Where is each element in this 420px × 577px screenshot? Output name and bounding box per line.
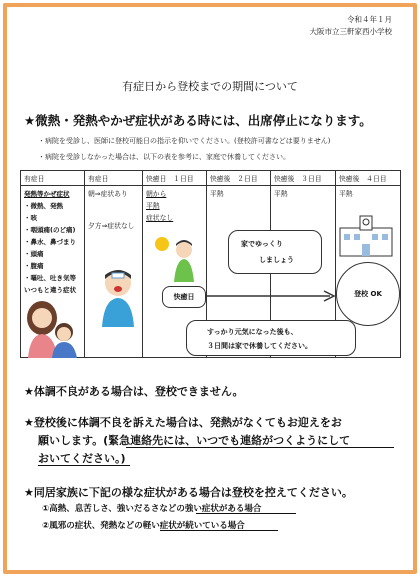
date-block xyxy=(310,14,393,38)
onset-evening: 夕方⇒症状なし xyxy=(88,222,135,230)
day4-temp: 平熱 xyxy=(339,190,353,198)
bullet-unwell-no-school: ★体調不良がある場合は、登校できません。 xyxy=(24,385,244,398)
school-building-icon xyxy=(336,214,396,258)
header-cell: 快癒後 ３日目 xyxy=(271,171,336,186)
onset-morning: 朝⇒症状あり xyxy=(88,190,128,198)
bullet-pickup-line-2: 願いします。(緊急連絡先には、いつでも連絡がつくようにして xyxy=(38,434,351,447)
rest-three-days-line-2: ３日間は家で休養してください。 xyxy=(207,342,312,350)
symptom-item: ・鼻水、鼻づまり xyxy=(24,238,76,246)
strong-underline xyxy=(196,513,296,514)
rest-three-days-line-1: すっかり元気になった後も、 xyxy=(207,328,298,336)
symptom-item: ・嘔吐、吐き気等 xyxy=(24,274,76,282)
page-title: 有症日から登校までの期間について xyxy=(122,80,298,93)
heading-attendance-stop: ★微熱・発熱やかぜ症状がある時には、出席停止になります。 xyxy=(24,113,372,128)
symptom-item: いつもと違う症状 xyxy=(24,286,76,294)
day2-temp: 平熱 xyxy=(210,190,224,198)
school-ok-label: 登校 OK xyxy=(354,290,382,298)
recovery-day-bubble xyxy=(162,286,206,308)
arrow-to-school xyxy=(206,290,336,302)
symptom-title: 発熱等かぜ症状 xyxy=(24,190,70,198)
rest-line-2: しましょう xyxy=(259,256,294,264)
bullet-family-symptoms: ★同居家族に下記の様な症状がある場合は登校を控えてください。 xyxy=(24,486,353,499)
sub-mild-symptoms: ②風邪の症状、発熱などの軽い症状が続いている場合 xyxy=(42,521,245,531)
header-cell: 快癒後 ４日目 xyxy=(336,171,401,186)
note-home-rest: ・病院を受診しなかった場合は、以下の表を参考に、家庭で休養してください。 xyxy=(38,153,290,161)
mild-underline xyxy=(160,530,278,531)
symptom-item: ・微熱、発熱 xyxy=(24,202,63,210)
school-ok-circle xyxy=(336,262,400,326)
symptom-item: ・咳 xyxy=(24,214,37,222)
sub-strong-symptoms: ①高熱、息苦しさ、強いだるさなどの強い症状がある場合 xyxy=(42,504,262,514)
rest-line-1: 家でゆっくり xyxy=(241,240,283,248)
issue-date: 令和４年１月 xyxy=(347,15,392,24)
header-cell: 有症日 xyxy=(85,171,143,186)
symptom-item: ・腹痛 xyxy=(24,262,44,270)
note-hospital: ・病院を受診し、医師に登校可能日の指示を仰いでください。(登校許可書などは要りません) xyxy=(38,137,331,145)
recovery-morning: 朝から xyxy=(146,190,167,198)
recovery-temp: 平熱 xyxy=(146,202,160,210)
mother-child-illustration xyxy=(20,290,84,358)
table-header-row xyxy=(21,171,401,186)
header-cell: 有症日 xyxy=(21,171,85,186)
bullet-pickup-line-3: おいてください。) xyxy=(38,452,126,465)
header-cell: 快癒後 ２日目 xyxy=(207,171,271,186)
symptom-item: ・咽頭痛(のど痛) xyxy=(24,226,76,234)
recovery-day-label: 快癒日 xyxy=(173,293,195,301)
pickup-underline-2 xyxy=(38,465,130,466)
day3-temp: 平熱 xyxy=(274,190,288,198)
header-cell: 快癒日 １日目 xyxy=(143,171,207,186)
sun-child-icon xyxy=(152,232,202,284)
pickup-underline-1 xyxy=(126,447,394,448)
rest-three-days-bubble xyxy=(186,320,356,356)
school-name: 大阪市立三軒家西小学校 xyxy=(309,27,392,36)
recovery-nosymptom: 症状なし xyxy=(146,214,174,222)
sick-child-icon xyxy=(92,265,144,327)
rest-bubble xyxy=(228,230,322,274)
bullet-pickup-line-1: ★登校後に体調不良を訴えた場合は、発熱がなくてもお迎えをお xyxy=(24,416,342,429)
symptom-item: ・頭痛 xyxy=(24,250,44,258)
